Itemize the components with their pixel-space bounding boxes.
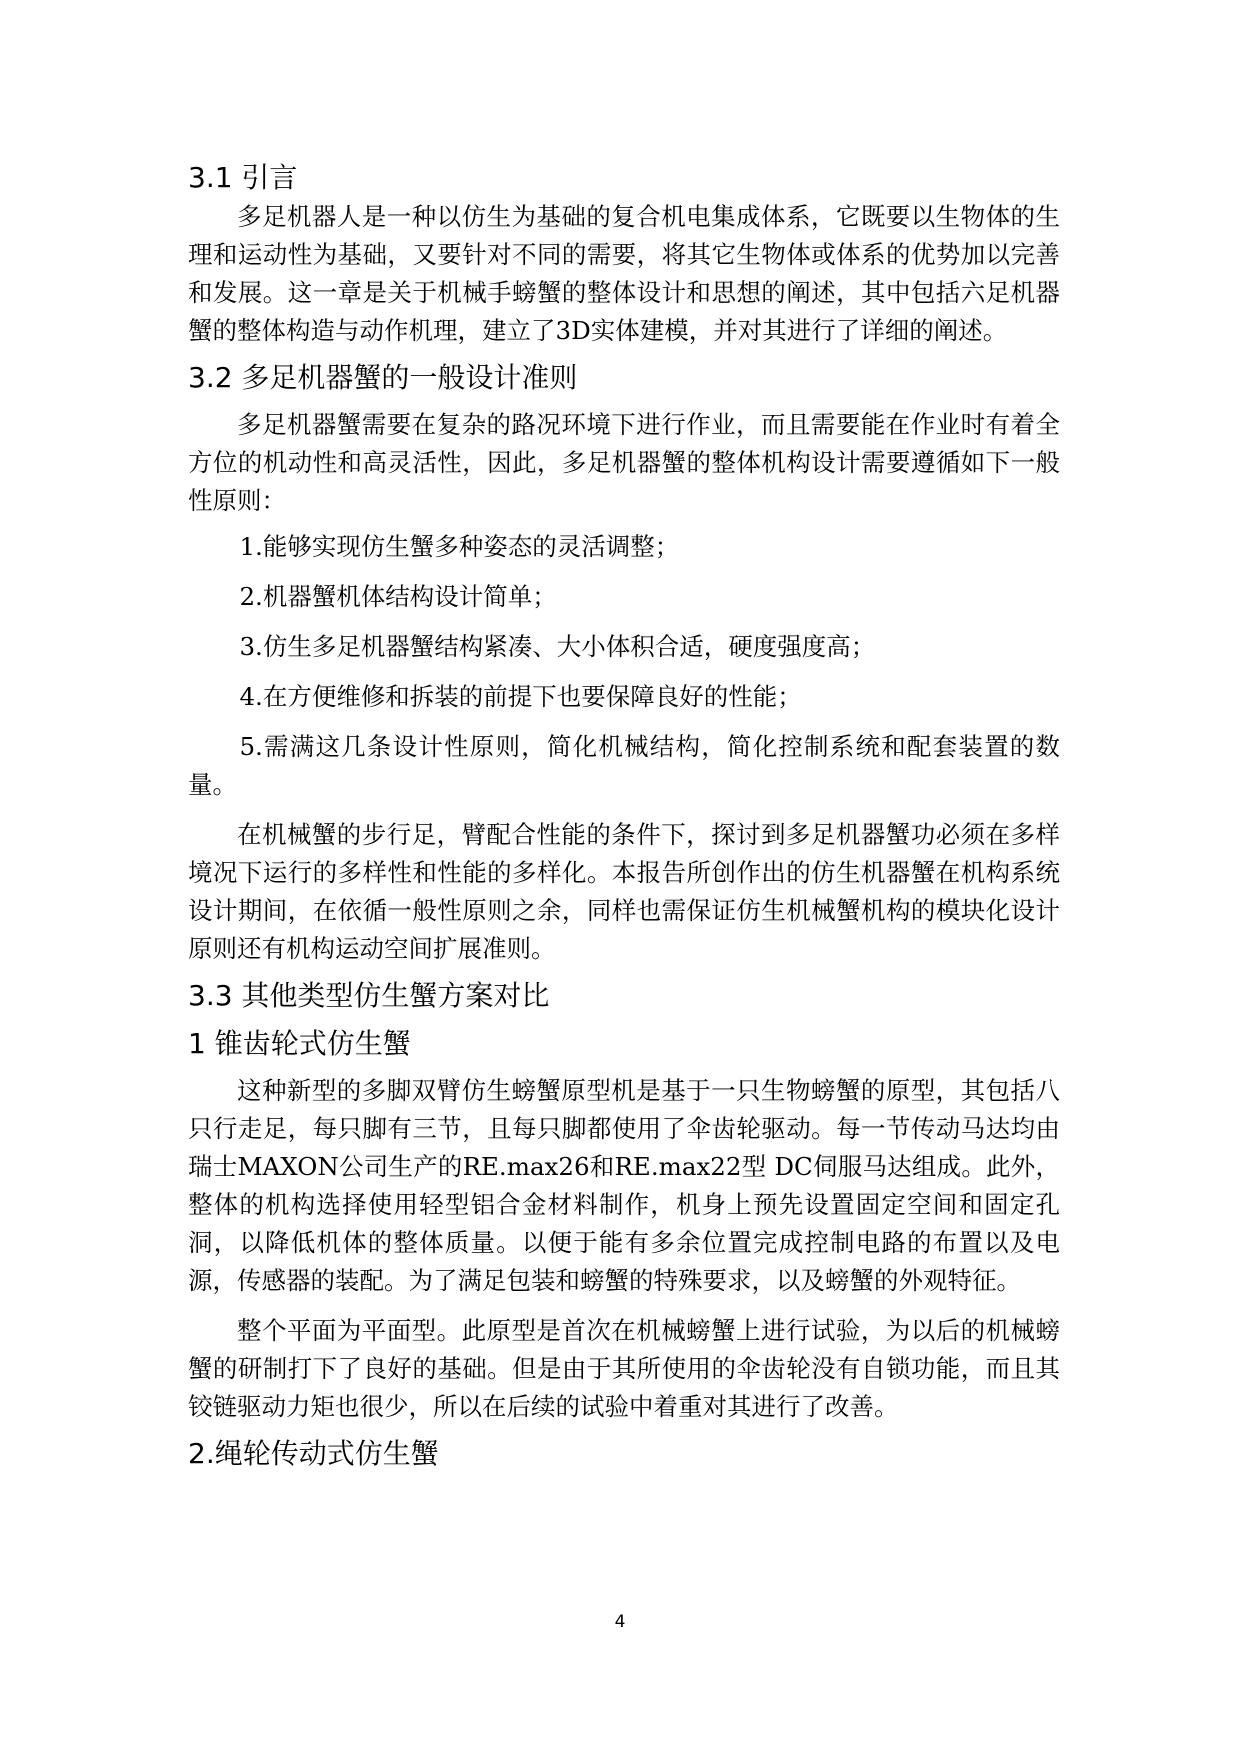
section-3-1-paragraph: 多足机器人是一种以仿生为基础的复合机电集成体系，它既要以生物体的生理和运动性为基础，又要针对不同的需要，将其它生物体或体系的优势加以完善和发展。这一章是关于机械手螃蟹的整体设计和思想的阐述，其中包括六足机器蟹的整体构造与动作机理，建立了3D实体建模，并对其进行了详细的阐述。 [188, 202, 1060, 345]
subsection-1-heading: 1 锥齿轮式仿生蟹 [188, 1027, 411, 1060]
subsection-1-paragraph: 这种新型的多脚双臂仿生螃蟹原型机是基于一只生物螃蟹的原型，其包括八只行走足，每只脚有三节，且每只脚都使用了伞齿轮驱动。每一节传动马达均由瑞士MAXON公司生产的RE.max26和RE.max22型 DC伺服马达组成。此外，整体的机构选择使用轻型铝合金材料制作，机身上预先设置固定空间和固定孔洞，以降低机体的整体质量。以便于能有多余位置完成控制电路的布置以及电源，传感器的装配。为了满足包装和螃蟹的特殊要求，以及螃蟹的外观特征。 [188, 1076, 1060, 1295]
principle-list-item: 4.在方便维修和拆装的前提下也要保障良好的性能； [239, 682, 802, 711]
section-3-1-heading: 3.1 引言 [188, 161, 298, 194]
page-number: 4 [614, 1612, 626, 1632]
section-3-3-heading: 3.3 其他类型仿生蟹方案对比 [188, 979, 550, 1012]
principle-list-item: 1.能够实现仿生蟹多种姿态的灵活调整； [239, 532, 680, 561]
section-3-2-paragraph: 多足机器蟹需要在复杂的路况环境下进行作业，而且需要能在作业时有着全方位的机动性和高灵活性，因此，多足机器蟹的整体机构设计需要遵循如下一般性原则： [188, 410, 1060, 515]
section-3-2-summary-paragraph: 在机械蟹的步行足，臂配合性能的条件下，探讨到多足机器蟹功必须在多样境况下运行的多样性和性能的多样化。本报告所创作出的仿生机器蟹在机构系统设计期间，在依循一般性原则之余，同样也需保证仿生机械蟹机构的模块化设计原则还有机构运动空间扩展准则。 [188, 820, 1060, 963]
principle-list-item: 3.仿生多足机器蟹结构紧凑、大小体积合适，硬度强度高； [239, 632, 876, 661]
principle-list-item: 2.机器蟹机体结构设计简单； [239, 582, 557, 611]
document-body [188, 158, 1060, 1474]
principle-list-item: 5.需满这几条设计性原则，简化机械结构，简化控制系统和配套装置的数量。 [188, 732, 1060, 799]
subsection-2-heading: 2.绳轮传动式仿生蟹 [188, 1437, 439, 1470]
subsection-1-paragraph: 整个平面为平面型。此原型是首次在机械螃蟹上进行试验，为以后的机械螃蟹的研制打下了良好的基础。但是由于其所使用的伞齿轮没有自锁功能，而且其铰链驱动力矩也很少，所以在后续的试验中着重对其进行了改善。 [188, 1316, 1060, 1421]
section-3-2-heading: 3.2 多足机器蟹的一般设计准则 [188, 361, 578, 394]
